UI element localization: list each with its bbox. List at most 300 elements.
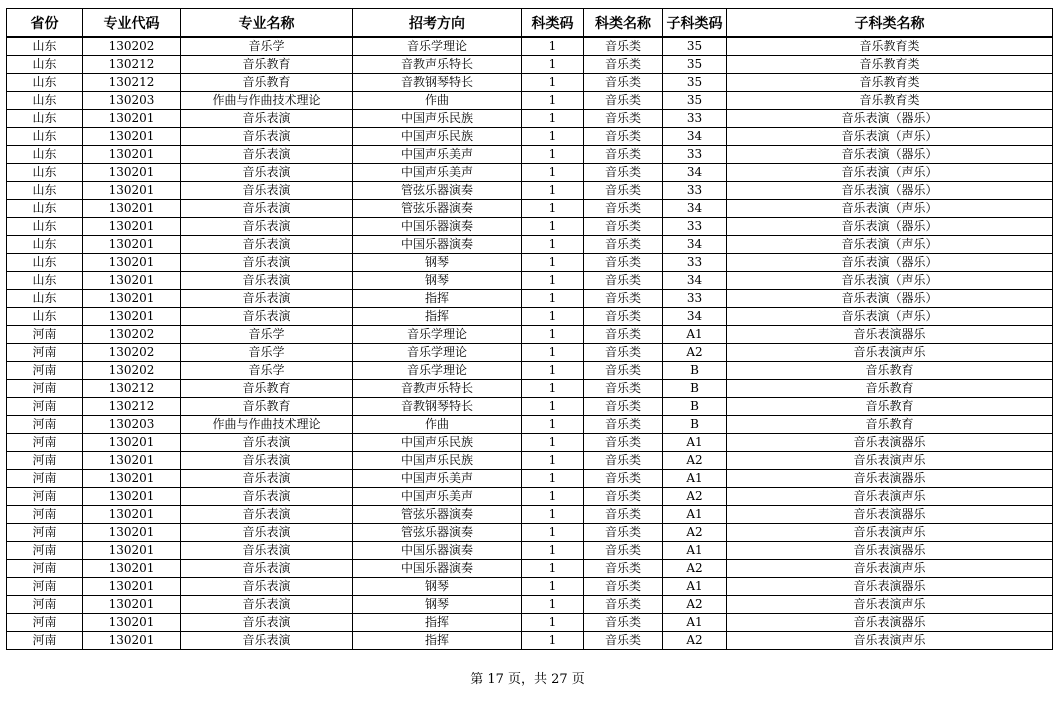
cell-direction: 中国乐器演奏 (353, 218, 522, 236)
cell-subcategory-name: 音乐表演器乐 (727, 578, 1053, 596)
cell-direction: 钢琴 (353, 272, 522, 290)
header-row (7, 9, 1053, 38)
data-table-container (6, 8, 1053, 650)
cell-direction: 指挥 (353, 632, 522, 650)
table-row (7, 362, 1053, 380)
cell-major-name: 音乐表演 (181, 470, 353, 488)
table-row (7, 164, 1053, 182)
cell-category-code: 1 (522, 272, 584, 290)
cell-subcategory-name: 音乐表演（声乐） (727, 200, 1053, 218)
cell-category-name: 音乐类 (584, 398, 663, 416)
cell-major-code: 130201 (83, 488, 181, 506)
cell-subcategory-code: 35 (663, 92, 727, 110)
cell-major-name: 音乐表演 (181, 308, 353, 326)
table-row (7, 146, 1053, 164)
cell-province: 山东 (7, 37, 83, 56)
cell-category-name: 音乐类 (584, 182, 663, 200)
cell-province: 河南 (7, 362, 83, 380)
cell-subcategory-name: 音乐表演（声乐） (727, 164, 1053, 182)
cell-major-name: 音乐表演 (181, 182, 353, 200)
cell-subcategory-name: 音乐教育类 (727, 92, 1053, 110)
cell-province: 河南 (7, 614, 83, 632)
cell-subcategory-name: 音乐表演器乐 (727, 326, 1053, 344)
cell-category-name: 音乐类 (584, 452, 663, 470)
cell-category-name: 音乐类 (584, 632, 663, 650)
cell-category-name: 音乐类 (584, 596, 663, 614)
cell-category-name: 音乐类 (584, 542, 663, 560)
cell-direction: 中国声乐美声 (353, 488, 522, 506)
cell-major-name: 音乐学 (181, 344, 353, 362)
cell-category-name: 音乐类 (584, 524, 663, 542)
cell-major-code: 130202 (83, 326, 181, 344)
cell-major-code: 130201 (83, 524, 181, 542)
page-number: 第 17 页，共 27 页 (470, 672, 585, 687)
cell-subcategory-name: 音乐表演（器乐） (727, 110, 1053, 128)
cell-subcategory-name: 音乐表演器乐 (727, 506, 1053, 524)
cell-subcategory-code: 33 (663, 182, 727, 200)
cell-major-code: 130201 (83, 290, 181, 308)
cell-category-code: 1 (522, 308, 584, 326)
cell-subcategory-name: 音乐教育 (727, 416, 1053, 434)
cell-province: 山东 (7, 146, 83, 164)
cell-category-name: 音乐类 (584, 362, 663, 380)
cell-category-code: 1 (522, 254, 584, 272)
header-category-name: 科类名称 (584, 9, 663, 38)
cell-category-name: 音乐类 (584, 200, 663, 218)
cell-major-name: 音乐表演 (181, 596, 353, 614)
cell-major-code: 130202 (83, 344, 181, 362)
cell-direction: 音乐学理论 (353, 344, 522, 362)
cell-category-name: 音乐类 (584, 92, 663, 110)
table-row (7, 200, 1053, 218)
cell-province: 河南 (7, 578, 83, 596)
table-row (7, 290, 1053, 308)
cell-category-code: 1 (522, 380, 584, 398)
cell-category-name: 音乐类 (584, 56, 663, 74)
cell-province: 河南 (7, 434, 83, 452)
table-row (7, 344, 1053, 362)
cell-subcategory-code: A1 (663, 326, 727, 344)
table-row (7, 92, 1053, 110)
cell-major-code: 130201 (83, 596, 181, 614)
cell-direction: 中国乐器演奏 (353, 542, 522, 560)
cell-subcategory-name: 音乐表演（器乐） (727, 182, 1053, 200)
cell-subcategory-code: 35 (663, 56, 727, 74)
cell-province: 河南 (7, 326, 83, 344)
cell-subcategory-code: 33 (663, 146, 727, 164)
cell-category-code: 1 (522, 56, 584, 74)
cell-category-code: 1 (522, 362, 584, 380)
header-subcategory-code: 子科类码 (663, 9, 727, 38)
cell-subcategory-name: 音乐表演声乐 (727, 560, 1053, 578)
cell-subcategory-name: 音乐教育类 (727, 56, 1053, 74)
cell-major-name: 音乐表演 (181, 560, 353, 578)
cell-subcategory-name: 音乐表演（器乐） (727, 290, 1053, 308)
cell-major-name: 音乐表演 (181, 290, 353, 308)
cell-subcategory-code: 34 (663, 128, 727, 146)
cell-subcategory-code: 35 (663, 74, 727, 92)
cell-subcategory-code: A1 (663, 542, 727, 560)
cell-province: 河南 (7, 452, 83, 470)
cell-direction: 音教声乐特长 (353, 380, 522, 398)
cell-direction: 中国声乐民族 (353, 110, 522, 128)
cell-subcategory-code: 33 (663, 110, 727, 128)
cell-category-name: 音乐类 (584, 416, 663, 434)
cell-category-code: 1 (522, 74, 584, 92)
cell-major-code: 130201 (83, 452, 181, 470)
cell-subcategory-name: 音乐表演（器乐） (727, 254, 1053, 272)
cell-province: 河南 (7, 596, 83, 614)
cell-major-name: 音乐教育 (181, 380, 353, 398)
cell-subcategory-code: 34 (663, 308, 727, 326)
cell-subcategory-name: 音乐表演器乐 (727, 434, 1053, 452)
cell-subcategory-name: 音乐表演（器乐） (727, 146, 1053, 164)
cell-category-name: 音乐类 (584, 254, 663, 272)
table-row (7, 434, 1053, 452)
cell-major-code: 130201 (83, 164, 181, 182)
cell-category-code: 1 (522, 560, 584, 578)
cell-category-code: 1 (522, 182, 584, 200)
cell-direction: 中国乐器演奏 (353, 560, 522, 578)
cell-subcategory-code: A1 (663, 614, 727, 632)
header-subcategory-name: 子科类名称 (727, 9, 1053, 38)
cell-category-code: 1 (522, 326, 584, 344)
cell-major-name: 音乐表演 (181, 578, 353, 596)
cell-major-code: 130202 (83, 362, 181, 380)
cell-province: 山东 (7, 308, 83, 326)
cell-major-name: 音乐表演 (181, 632, 353, 650)
cell-category-name: 音乐类 (584, 128, 663, 146)
cell-subcategory-name: 音乐表演声乐 (727, 452, 1053, 470)
cell-category-name: 音乐类 (584, 110, 663, 128)
cell-subcategory-name: 音乐教育 (727, 362, 1053, 380)
cell-subcategory-name: 音乐表演声乐 (727, 632, 1053, 650)
cell-major-name: 作曲与作曲技术理论 (181, 416, 353, 434)
cell-subcategory-code: B (663, 416, 727, 434)
cell-subcategory-name: 音乐表演器乐 (727, 614, 1053, 632)
table-row (7, 542, 1053, 560)
cell-province: 山东 (7, 290, 83, 308)
cell-direction: 音乐学理论 (353, 326, 522, 344)
cell-province: 河南 (7, 506, 83, 524)
cell-category-name: 音乐类 (584, 236, 663, 254)
cell-province: 河南 (7, 560, 83, 578)
cell-category-name: 音乐类 (584, 578, 663, 596)
cell-major-code: 130212 (83, 74, 181, 92)
cell-category-name: 音乐类 (584, 560, 663, 578)
cell-province: 山东 (7, 218, 83, 236)
cell-province: 山东 (7, 56, 83, 74)
cell-subcategory-name: 音乐表演器乐 (727, 542, 1053, 560)
cell-major-name: 音乐学 (181, 326, 353, 344)
table-row (7, 488, 1053, 506)
cell-category-code: 1 (522, 632, 584, 650)
cell-province: 河南 (7, 416, 83, 434)
cell-category-code: 1 (522, 578, 584, 596)
cell-direction: 中国声乐美声 (353, 164, 522, 182)
table-row (7, 110, 1053, 128)
cell-category-code: 1 (522, 506, 584, 524)
cell-major-name: 音乐表演 (181, 218, 353, 236)
cell-major-code: 130202 (83, 37, 181, 56)
cell-major-code: 130201 (83, 560, 181, 578)
table-row (7, 37, 1053, 56)
cell-direction: 指挥 (353, 614, 522, 632)
cell-subcategory-code: A1 (663, 506, 727, 524)
table-row (7, 380, 1053, 398)
cell-direction: 中国声乐美声 (353, 146, 522, 164)
table-row (7, 506, 1053, 524)
cell-major-code: 130201 (83, 182, 181, 200)
cell-subcategory-name: 音乐表演声乐 (727, 524, 1053, 542)
cell-major-name: 音乐表演 (181, 254, 353, 272)
cell-major-code: 130201 (83, 614, 181, 632)
cell-direction: 指挥 (353, 290, 522, 308)
cell-subcategory-code: A1 (663, 470, 727, 488)
cell-category-code: 1 (522, 110, 584, 128)
cell-major-name: 音乐表演 (181, 164, 353, 182)
cell-category-code: 1 (522, 164, 584, 182)
cell-major-name: 作曲与作曲技术理论 (181, 92, 353, 110)
cell-major-code: 130201 (83, 470, 181, 488)
cell-category-name: 音乐类 (584, 308, 663, 326)
cell-province: 河南 (7, 380, 83, 398)
table-row (7, 524, 1053, 542)
cell-major-name: 音乐表演 (181, 614, 353, 632)
cell-subcategory-code: A1 (663, 434, 727, 452)
cell-major-name: 音乐表演 (181, 110, 353, 128)
cell-category-code: 1 (522, 92, 584, 110)
cell-category-code: 1 (522, 524, 584, 542)
cell-direction: 管弦乐器演奏 (353, 182, 522, 200)
cell-category-code: 1 (522, 470, 584, 488)
cell-category-name: 音乐类 (584, 506, 663, 524)
cell-major-code: 130201 (83, 128, 181, 146)
cell-direction: 中国声乐民族 (353, 128, 522, 146)
cell-major-code: 130201 (83, 200, 181, 218)
cell-category-code: 1 (522, 290, 584, 308)
cell-subcategory-name: 音乐表演（声乐） (727, 128, 1053, 146)
table-row (7, 614, 1053, 632)
cell-direction: 作曲 (353, 416, 522, 434)
cell-direction: 作曲 (353, 92, 522, 110)
table-row (7, 254, 1053, 272)
cell-category-name: 音乐类 (584, 164, 663, 182)
cell-direction: 音教钢琴特长 (353, 398, 522, 416)
cell-major-code: 130201 (83, 272, 181, 290)
cell-subcategory-code: 33 (663, 254, 727, 272)
cell-direction: 中国声乐美声 (353, 470, 522, 488)
cell-major-name: 音乐表演 (181, 200, 353, 218)
table-row (7, 470, 1053, 488)
cell-subcategory-code: B (663, 380, 727, 398)
cell-major-code: 130201 (83, 434, 181, 452)
cell-subcategory-code: A2 (663, 344, 727, 362)
cell-province: 山东 (7, 74, 83, 92)
cell-category-name: 音乐类 (584, 470, 663, 488)
header-category-code: 科类码 (522, 9, 584, 38)
cell-subcategory-name: 音乐表演声乐 (727, 596, 1053, 614)
cell-province: 山东 (7, 92, 83, 110)
cell-province: 河南 (7, 398, 83, 416)
header-direction: 招考方向 (353, 9, 522, 38)
table-row (7, 128, 1053, 146)
cell-subcategory-name: 音乐教育类 (727, 74, 1053, 92)
cell-major-name: 音乐表演 (181, 488, 353, 506)
cell-category-name: 音乐类 (584, 74, 663, 92)
cell-category-code: 1 (522, 434, 584, 452)
cell-subcategory-name: 音乐教育类 (727, 37, 1053, 56)
cell-major-code: 130201 (83, 110, 181, 128)
cell-subcategory-code: 33 (663, 290, 727, 308)
cell-major-code: 130201 (83, 218, 181, 236)
cell-major-code: 130203 (83, 416, 181, 434)
cell-major-name: 音乐教育 (181, 74, 353, 92)
cell-category-code: 1 (522, 416, 584, 434)
table-row (7, 398, 1053, 416)
cell-subcategory-code: 33 (663, 218, 727, 236)
cell-direction: 钢琴 (353, 254, 522, 272)
cell-direction: 钢琴 (353, 578, 522, 596)
cell-subcategory-code: A2 (663, 488, 727, 506)
cell-subcategory-name: 音乐教育 (727, 398, 1053, 416)
cell-major-name: 音乐教育 (181, 398, 353, 416)
cell-subcategory-code: 34 (663, 272, 727, 290)
cell-major-code: 130201 (83, 632, 181, 650)
cell-category-code: 1 (522, 542, 584, 560)
table-row (7, 182, 1053, 200)
cell-subcategory-code: A2 (663, 632, 727, 650)
cell-major-code: 130201 (83, 254, 181, 272)
cell-major-name: 音乐表演 (181, 524, 353, 542)
table-row (7, 74, 1053, 92)
cell-major-name: 音乐表演 (181, 146, 353, 164)
cell-category-name: 音乐类 (584, 326, 663, 344)
cell-category-name: 音乐类 (584, 37, 663, 56)
cell-category-code: 1 (522, 218, 584, 236)
cell-category-code: 1 (522, 596, 584, 614)
cell-category-name: 音乐类 (584, 380, 663, 398)
cell-major-code: 130201 (83, 506, 181, 524)
cell-province: 河南 (7, 524, 83, 542)
cell-subcategory-code: A2 (663, 560, 727, 578)
majors-table (6, 8, 1053, 650)
cell-subcategory-code: B (663, 398, 727, 416)
cell-category-code: 1 (522, 398, 584, 416)
cell-direction: 管弦乐器演奏 (353, 524, 522, 542)
cell-subcategory-code: B (663, 362, 727, 380)
table-row (7, 236, 1053, 254)
cell-major-code: 130212 (83, 398, 181, 416)
cell-major-name: 音乐表演 (181, 542, 353, 560)
cell-province: 山东 (7, 272, 83, 290)
header-major-name: 专业名称 (181, 9, 353, 38)
cell-province: 河南 (7, 344, 83, 362)
cell-major-code: 130212 (83, 380, 181, 398)
table-row (7, 632, 1053, 650)
table-row (7, 272, 1053, 290)
cell-subcategory-name: 音乐教育 (727, 380, 1053, 398)
cell-category-code: 1 (522, 488, 584, 506)
cell-direction: 音教声乐特长 (353, 56, 522, 74)
cell-major-name: 音乐表演 (181, 434, 353, 452)
table-row (7, 326, 1053, 344)
cell-subcategory-name: 音乐表演声乐 (727, 488, 1053, 506)
cell-province: 山东 (7, 236, 83, 254)
cell-major-name: 音乐表演 (181, 506, 353, 524)
table-row (7, 218, 1053, 236)
cell-subcategory-name: 音乐表演（声乐） (727, 272, 1053, 290)
cell-category-code: 1 (522, 452, 584, 470)
cell-major-code: 130201 (83, 542, 181, 560)
cell-province: 河南 (7, 632, 83, 650)
cell-subcategory-name: 音乐表演（声乐） (727, 308, 1053, 326)
cell-category-name: 音乐类 (584, 344, 663, 362)
cell-subcategory-name: 音乐表演（声乐） (727, 236, 1053, 254)
cell-category-code: 1 (522, 614, 584, 632)
cell-direction: 管弦乐器演奏 (353, 200, 522, 218)
table-row (7, 578, 1053, 596)
cell-category-name: 音乐类 (584, 488, 663, 506)
cell-major-code: 130201 (83, 236, 181, 254)
cell-direction: 指挥 (353, 308, 522, 326)
table-row (7, 308, 1053, 326)
cell-province: 山东 (7, 164, 83, 182)
cell-subcategory-name: 音乐表演声乐 (727, 344, 1053, 362)
cell-category-name: 音乐类 (584, 146, 663, 164)
cell-major-name: 音乐表演 (181, 236, 353, 254)
cell-major-code: 130212 (83, 56, 181, 74)
cell-subcategory-code: 34 (663, 164, 727, 182)
cell-direction: 钢琴 (353, 596, 522, 614)
cell-subcategory-code: 34 (663, 200, 727, 218)
cell-category-code: 1 (522, 200, 584, 218)
cell-province: 河南 (7, 542, 83, 560)
cell-category-code: 1 (522, 37, 584, 56)
cell-direction: 音乐学理论 (353, 37, 522, 56)
header-major-code: 专业代码 (83, 9, 181, 38)
cell-category-name: 音乐类 (584, 218, 663, 236)
cell-category-name: 音乐类 (584, 434, 663, 452)
table-row (7, 56, 1053, 74)
cell-direction: 音乐学理论 (353, 362, 522, 380)
cell-direction: 管弦乐器演奏 (353, 506, 522, 524)
cell-province: 山东 (7, 182, 83, 200)
cell-major-name: 音乐教育 (181, 56, 353, 74)
cell-subcategory-name: 音乐表演（器乐） (727, 218, 1053, 236)
cell-major-name: 音乐表演 (181, 128, 353, 146)
cell-province: 山东 (7, 128, 83, 146)
table-row (7, 596, 1053, 614)
table-row (7, 416, 1053, 434)
table-row (7, 560, 1053, 578)
cell-subcategory-code: 35 (663, 37, 727, 56)
cell-subcategory-code: A2 (663, 524, 727, 542)
cell-category-code: 1 (522, 128, 584, 146)
cell-category-code: 1 (522, 344, 584, 362)
cell-category-name: 音乐类 (584, 272, 663, 290)
cell-direction: 中国声乐民族 (353, 434, 522, 452)
cell-subcategory-code: 34 (663, 236, 727, 254)
header-province: 省份 (7, 9, 83, 38)
cell-major-name: 音乐表演 (181, 272, 353, 290)
cell-major-code: 130201 (83, 146, 181, 164)
cell-direction: 中国声乐民族 (353, 452, 522, 470)
cell-province: 山东 (7, 200, 83, 218)
cell-subcategory-code: A2 (663, 452, 727, 470)
cell-category-name: 音乐类 (584, 290, 663, 308)
cell-subcategory-code: A2 (663, 596, 727, 614)
